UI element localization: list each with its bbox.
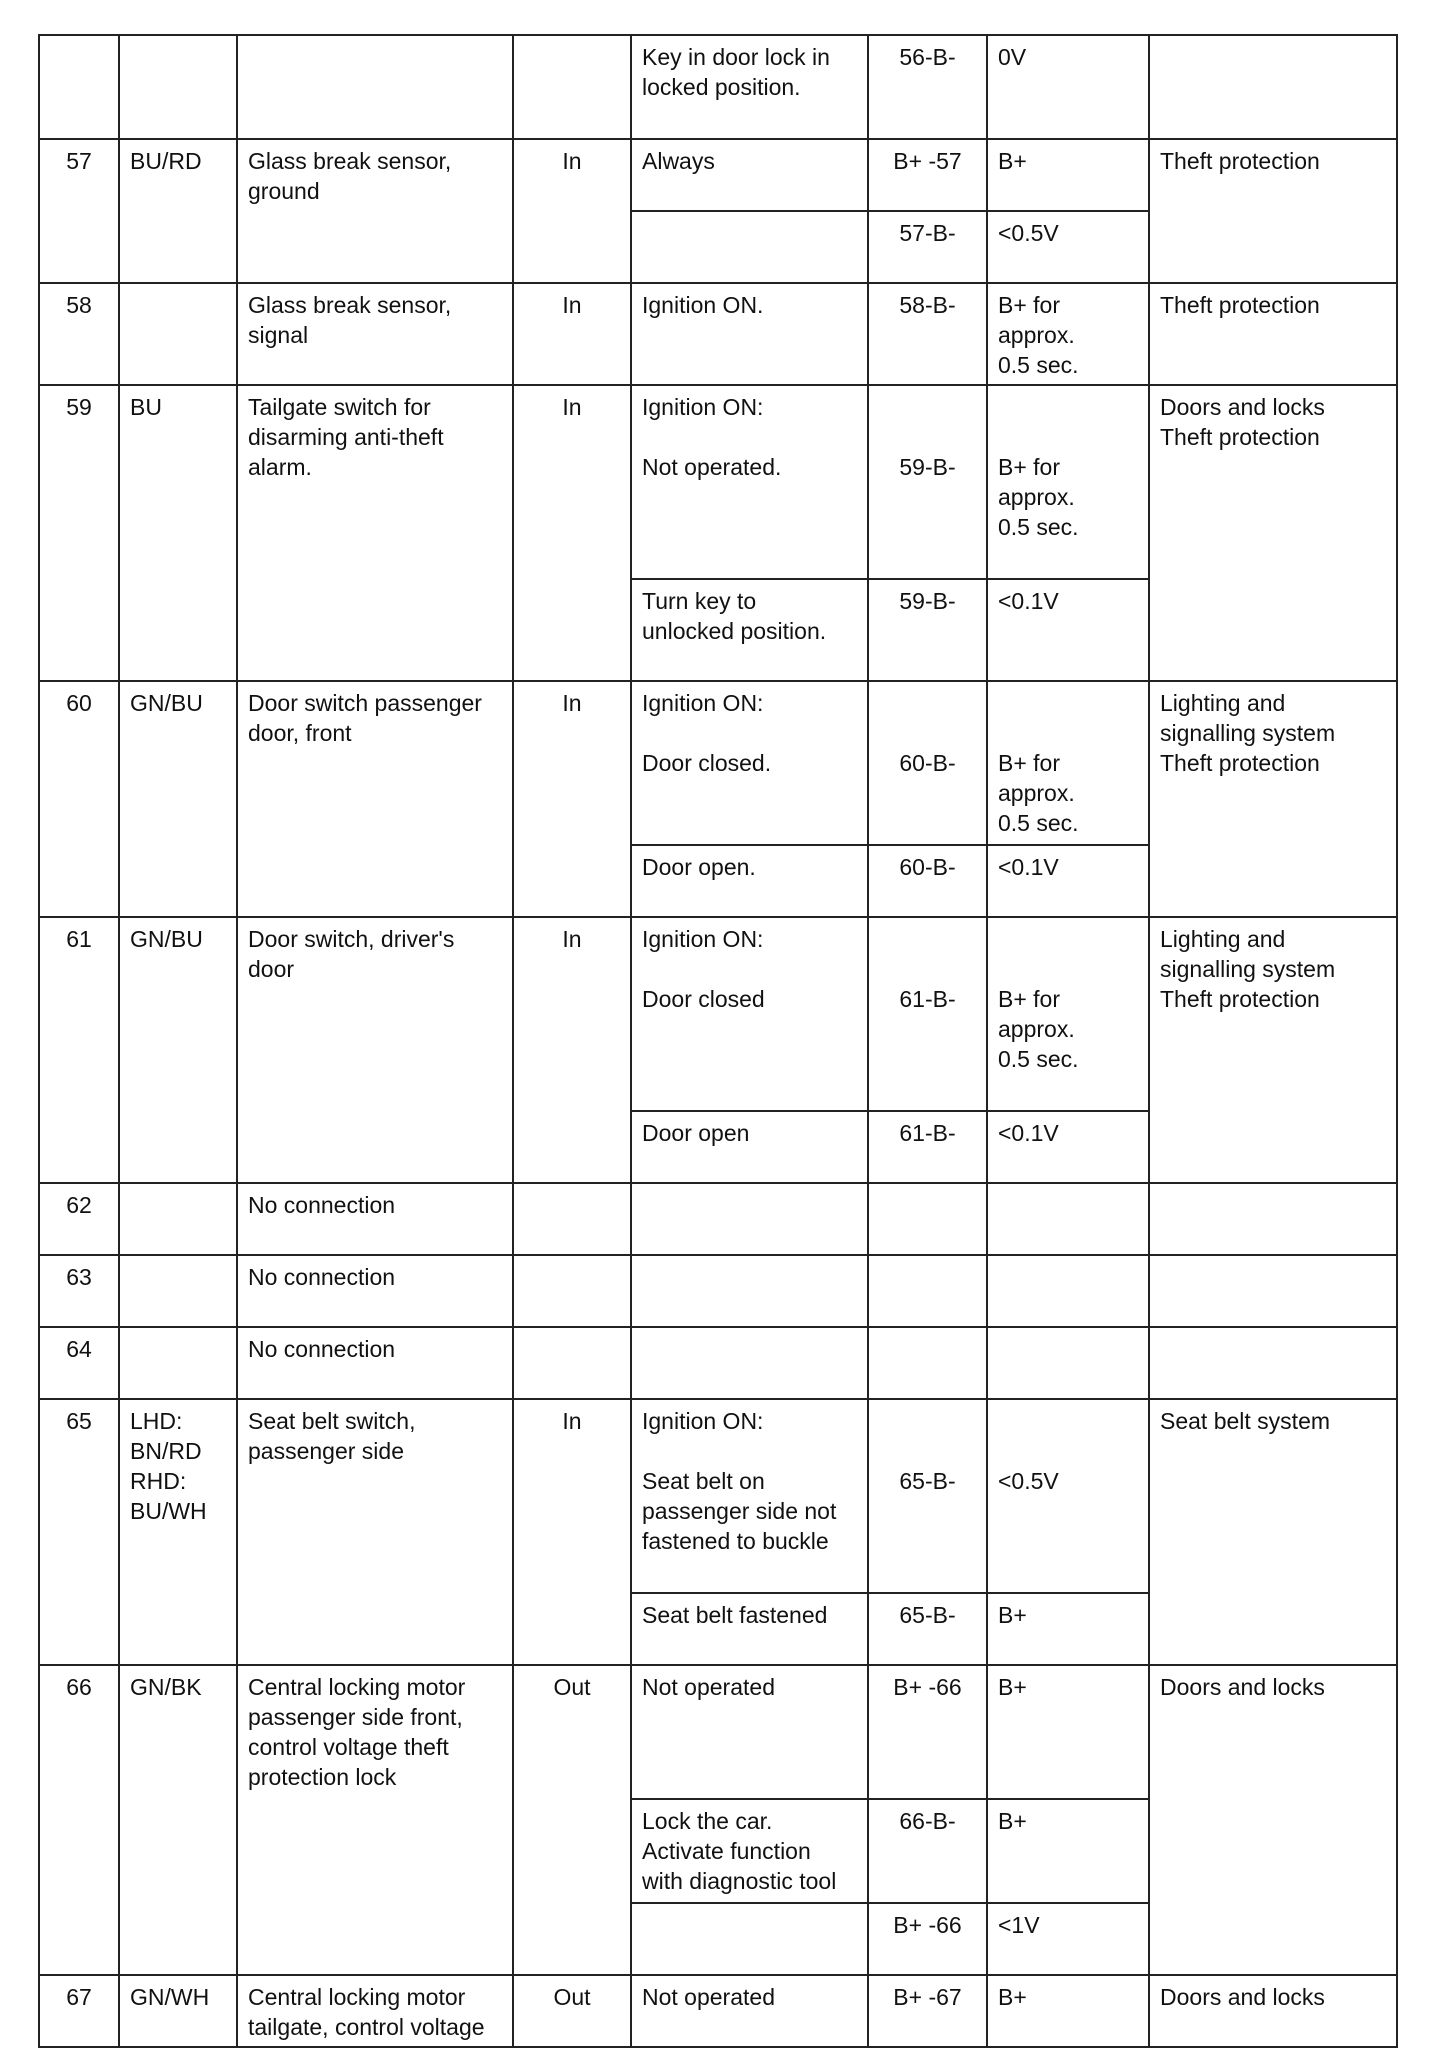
table-row: [39, 1975, 1397, 2047]
table-row: [39, 1399, 1397, 1593]
nominal-value-cell: [987, 1255, 1149, 1327]
direction-cell: In: [513, 283, 631, 385]
nominal-value-cell: [987, 1327, 1149, 1399]
system-cell: Lighting and signalling system Theft protection: [1149, 917, 1397, 1183]
test-condition-cell: Turn key to unlocked position.: [631, 579, 868, 681]
test-condition-cell: Always: [631, 139, 868, 211]
measuring-point-cell: 60-B-: [868, 681, 987, 845]
wire-color-cell: [119, 1327, 237, 1399]
pin-number-cell: 61: [39, 917, 119, 1183]
nominal-value-cell: B+: [987, 1665, 1149, 1799]
system-cell: [1149, 1183, 1397, 1255]
test-condition-cell: Lock the car. Activate function with diagnostic tool: [631, 1799, 868, 1903]
description-cell: Tailgate switch for disarming anti-theft alarm.: [237, 385, 513, 681]
test-condition-cell: Not operated: [631, 1975, 868, 2047]
wire-color-cell: GN/WH: [119, 1975, 237, 2047]
wire-color-cell: GN/BU: [119, 917, 237, 1183]
table-row: [39, 385, 1397, 579]
table-row: [39, 139, 1397, 211]
measuring-point-cell: 58-B-: [868, 283, 987, 385]
description-cell: Door switch, driver's door: [237, 917, 513, 1183]
system-cell: [1149, 1255, 1397, 1327]
pin-number-cell: 66: [39, 1665, 119, 1975]
nominal-value-cell: B+: [987, 139, 1149, 211]
pin-number-cell: 59: [39, 385, 119, 681]
wire-color-cell: LHD: BN/RD RHD: BU/WH: [119, 1399, 237, 1665]
direction-cell: [513, 1327, 631, 1399]
table-row: [39, 681, 1397, 845]
system-cell: Theft protection: [1149, 283, 1397, 385]
direction-cell: [513, 35, 631, 139]
measuring-point-cell: 59-B-: [868, 579, 987, 681]
direction-cell: [513, 1255, 631, 1327]
pin-number-cell: 58: [39, 283, 119, 385]
test-condition-cell: Ignition ON: Seat belt on passenger side not fastened to buckle: [631, 1399, 868, 1593]
measuring-point-cell: 59-B-: [868, 385, 987, 579]
nominal-value-cell: <0.5V: [987, 1399, 1149, 1593]
direction-cell: In: [513, 385, 631, 681]
measuring-point-cell: B+ -57: [868, 139, 987, 211]
test-condition-cell: Seat belt fastened: [631, 1593, 868, 1665]
measuring-point-cell: 61-B-: [868, 1111, 987, 1183]
wire-color-cell: [119, 1183, 237, 1255]
direction-cell: In: [513, 139, 631, 283]
measuring-point-cell: B+ -66: [868, 1665, 987, 1799]
test-condition-cell: Ignition ON: Door closed: [631, 917, 868, 1111]
measuring-point-cell: 61-B-: [868, 917, 987, 1111]
pin-number-cell: 67: [39, 1975, 119, 2047]
table-row: [39, 1665, 1397, 1799]
measuring-point-cell: B+ -67: [868, 1975, 987, 2047]
pin-number-cell: 65: [39, 1399, 119, 1665]
measuring-point-cell: 65-B-: [868, 1399, 987, 1593]
measuring-point-cell: [868, 1327, 987, 1399]
test-condition-cell: [631, 1183, 868, 1255]
table-row: [39, 1183, 1397, 1255]
test-condition-cell: Ignition ON: Door closed.: [631, 681, 868, 845]
pin-number-cell: 64: [39, 1327, 119, 1399]
measuring-point-cell: [868, 1183, 987, 1255]
measuring-point-cell: 65-B-: [868, 1593, 987, 1665]
test-condition-cell: [631, 1903, 868, 1975]
pin-table-body: [39, 35, 1397, 2047]
measuring-point-cell: 66-B-: [868, 1799, 987, 1903]
wire-color-cell: BU/RD: [119, 139, 237, 283]
system-cell: Seat belt system: [1149, 1399, 1397, 1665]
nominal-value-cell: B+ for approx. 0.5 sec.: [987, 917, 1149, 1111]
system-cell: Doors and locks: [1149, 1665, 1397, 1975]
nominal-value-cell: B+ for approx. 0.5 sec.: [987, 283, 1149, 385]
direction-cell: In: [513, 681, 631, 917]
description-cell: No connection: [237, 1327, 513, 1399]
system-cell: Theft protection: [1149, 139, 1397, 283]
wire-color-cell: GN/BK: [119, 1665, 237, 1975]
wire-color-cell: GN/BU: [119, 681, 237, 917]
measuring-point-cell: [868, 1255, 987, 1327]
direction-cell: In: [513, 1399, 631, 1665]
pin-number-cell: 57: [39, 139, 119, 283]
nominal-value-cell: [987, 1183, 1149, 1255]
description-cell: No connection: [237, 1183, 513, 1255]
pin-number-cell: 62: [39, 1183, 119, 1255]
measuring-point-cell: B+ -66: [868, 1903, 987, 1975]
nominal-value-cell: <0.1V: [987, 579, 1149, 681]
description-cell: No connection: [237, 1255, 513, 1327]
wire-color-cell: [119, 35, 237, 139]
test-condition-cell: Door open.: [631, 845, 868, 917]
description-cell: [237, 35, 513, 139]
measuring-point-cell: 56-B-: [868, 35, 987, 139]
nominal-value-cell: B+: [987, 1975, 1149, 2047]
test-condition-cell: Door open: [631, 1111, 868, 1183]
wire-color-cell: [119, 283, 237, 385]
nominal-value-cell: 0V: [987, 35, 1149, 139]
test-condition-cell: Ignition ON: Not operated.: [631, 385, 868, 579]
direction-cell: Out: [513, 1665, 631, 1975]
table-row: [39, 1327, 1397, 1399]
table-row: [39, 35, 1397, 139]
nominal-value-cell: B+ for approx. 0.5 sec.: [987, 385, 1149, 579]
nominal-value-cell: B+ for approx. 0.5 sec.: [987, 681, 1149, 845]
direction-cell: [513, 1183, 631, 1255]
nominal-value-cell: <0.1V: [987, 1111, 1149, 1183]
test-condition-cell: [631, 1327, 868, 1399]
nominal-value-cell: B+: [987, 1593, 1149, 1665]
measuring-point-cell: 60-B-: [868, 845, 987, 917]
table-row: [39, 283, 1397, 385]
pin-number-cell: 60: [39, 681, 119, 917]
description-cell: Central locking motor passenger side front, control voltage theft protection lock: [237, 1665, 513, 1975]
description-cell: Door switch passenger door, front: [237, 681, 513, 917]
direction-cell: Out: [513, 1975, 631, 2047]
direction-cell: In: [513, 917, 631, 1183]
system-cell: Lighting and signalling system Theft protection: [1149, 681, 1397, 917]
wire-color-cell: BU: [119, 385, 237, 681]
system-cell: [1149, 35, 1397, 139]
table-row: [39, 917, 1397, 1111]
table-row: [39, 1255, 1397, 1327]
connector-pin-table: [38, 34, 1398, 2048]
nominal-value-cell: B+: [987, 1799, 1149, 1903]
wire-color-cell: [119, 1255, 237, 1327]
test-condition-cell: Key in door lock in locked position.: [631, 35, 868, 139]
test-condition-cell: Ignition ON.: [631, 283, 868, 385]
system-cell: Doors and locks: [1149, 1975, 1397, 2047]
test-condition-cell: Not operated: [631, 1665, 868, 1799]
description-cell: Glass break sensor, signal: [237, 283, 513, 385]
test-condition-cell: [631, 211, 868, 283]
description-cell: Central locking motor tailgate, control voltage: [237, 1975, 513, 2047]
test-condition-cell: [631, 1255, 868, 1327]
nominal-value-cell: <0.1V: [987, 845, 1149, 917]
pin-number-cell: 63: [39, 1255, 119, 1327]
nominal-value-cell: <0.5V: [987, 211, 1149, 283]
description-cell: Glass break sensor, ground: [237, 139, 513, 283]
description-cell: Seat belt switch, passenger side: [237, 1399, 513, 1665]
system-cell: Doors and locks Theft protection: [1149, 385, 1397, 681]
nominal-value-cell: <1V: [987, 1903, 1149, 1975]
pin-table-page: [38, 34, 1396, 2048]
pin-number-cell: [39, 35, 119, 139]
system-cell: [1149, 1327, 1397, 1399]
measuring-point-cell: 57-B-: [868, 211, 987, 283]
